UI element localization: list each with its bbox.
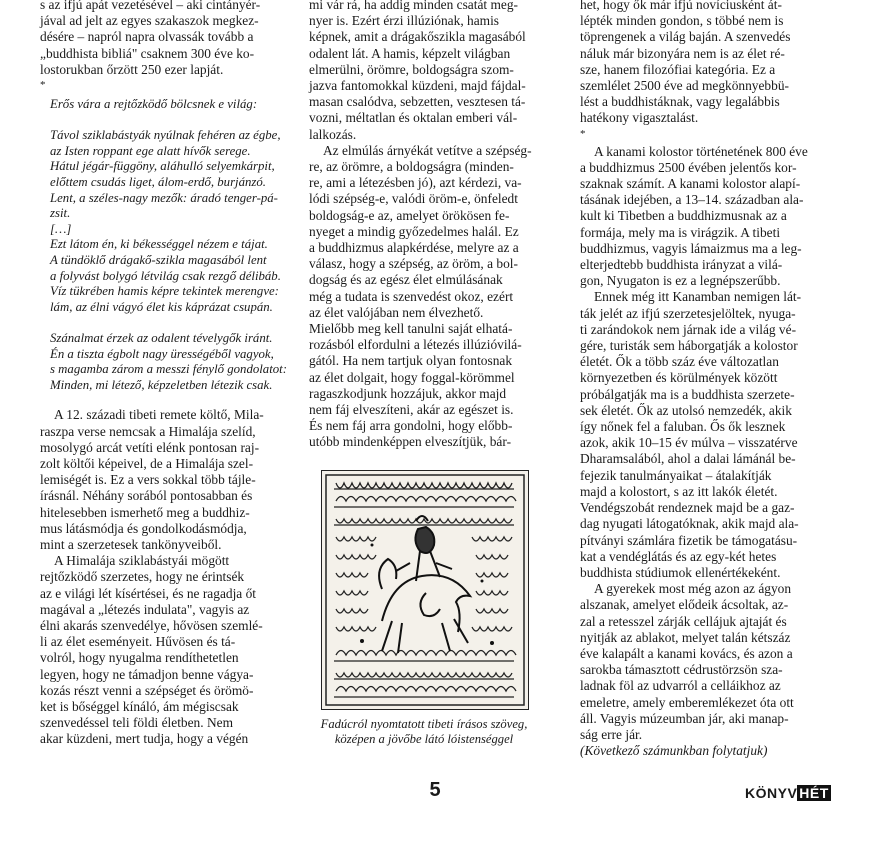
text-line: ság erre jár. [580,726,643,742]
text-line: ták jelét az ifjú szerzetesjelöltek, nyuga- [580,305,796,321]
poem-line: Ezt látom én, ki békességgel nézem e tájat. [50,237,268,252]
caption-line: Fadúcról nyomtatott tibeti írásos szöveg, [320,717,528,731]
text-line: mosolygó arcát vetíti elénk pontosan raj- [40,439,260,455]
text-line: sze, hanem filozófiai kategória. Ez a [580,61,776,77]
text-line: buddhista stúdiumok ellenértékeként. [580,564,781,580]
intro-paragraph [40,0,290,78]
text-line: mint a szerzetesek tankönyveiből. [40,536,222,552]
text-line: a buddhizmus alapkérdése, melyre az a [309,240,519,256]
text-line: képnek, amit a drágakőszikla magasából [309,29,526,45]
woodblock-illustration [322,471,528,709]
text-line: hitelesebben ismerhető meg a buddhiz- [40,504,250,520]
text-line: sek életét. Ők az utolsó nemzedék, akik [580,402,792,418]
text-line: buddhizmus, vagyis lámaizmus ma a leg- [580,240,802,256]
logo-word-konyv: KÖNYV [745,785,798,801]
logo-word-het: HÉT [799,785,829,801]
text-line: lemiségét is. Ez a vers sokkal több tájle- [40,472,256,488]
text-line: áll. Vagyis múzeumban jár, aki manap- [580,710,789,726]
text-line: akar küzdeni, mert tudja, hogy a végén [40,731,249,747]
body-paragraph [580,289,830,581]
text-line: dag nyugati látogatóknak, akik majd ala- [580,516,799,532]
text-line: s az ifjú apát vezetésével – aki cintányér- [40,0,261,12]
text-line: A kanami kolostor történetének 800 éve [594,143,808,159]
text-line: vozni, méltatlan és oktalan emberi vál- [309,110,518,126]
text-line: lódi szépség-e, valódi öröm-e, önfeledt [309,191,518,207]
text-line: És nem fáj arra gondolni, hogy előbb- [309,418,513,434]
text-line: emeletre, amely emberemlékezet óta ott [580,694,794,710]
text-line: így nőnek fel a faluban. Ős ők lesznek [580,419,786,435]
text-line: gére, turisták sem háborgatják a kolostor [580,338,798,354]
text-line: szemlélet 2500 éve ad megkönnyebbü- [580,78,789,94]
poem-line: s magamba zárom a messzi fénylő gondolatot: [50,362,287,377]
poem-line: Szánalmat érzek az odalent tévelygők iránt. [50,330,273,345]
text-line: „buddhista bibliá" csaknem 300 éve ko- [40,45,255,61]
text-line: nyer is. Ezért érzi illúziónak, hamis [309,13,500,29]
text-line: az e világi lét kísértései, és ne ragadja őt [40,585,257,601]
section-divider-star: * [40,79,46,92]
text-line: még a tudata is szenvedést okoz, ezért [309,288,514,304]
text-line: gától. Ha nem tartjuk olyan fontosnak [309,353,513,369]
text-line: alszanak, amelyet elődeik ácsoltak, az- [580,597,789,613]
poem-line: Minden, mi létező, képzeletben létezik csak. [50,377,273,392]
text-line: lést a buddhistáknak, vagy legalábbis [580,94,780,110]
body-paragraph [580,0,830,127]
text-line: írásnál. Néhány sorából pontosabban és [40,488,253,504]
horse-deity-figure [379,516,470,653]
body-paragraph [40,407,290,553]
text-line: dogság és az egész élet elmúlásának [309,272,503,288]
text-line: li az élet eseményeit. Hűvösen és tá- [40,634,236,650]
text-line: környezetben és körülmények között [580,370,778,386]
poem-line: lám, az élni vágyó élet kis káprázat csupán. [50,299,273,314]
milarepa-poem [50,97,295,393]
text-line: A 12. századi tibeti remete költő, Mila- [54,407,264,423]
text-line: lostorukban őrzött 250 ezer lapját. [40,61,224,77]
text-line: szaknak számít. A kanami kolostor alapí- [580,176,801,192]
text-line: het, hogy ők már ifjú novíciusként át- [580,0,782,12]
text-line: azok, akik 10–15 év múlva – visszatérve [580,435,798,451]
poem-line: A tündöklő drágakő-szikla magasából lent [50,252,267,267]
text-line: nem fáj elveszíteni, akár az egészet is. [309,402,514,418]
text-line: életét. Ők a több száz éve változatlan [580,354,779,370]
poem-line: a folyvást bolygó létvilág csak rezgő délibáb. [50,268,281,283]
text-line: utóbb mindenképpen elveszítjük, bár- [309,434,512,450]
text-line: sarokba támasztott cédrustörzsön sza- [580,662,783,678]
text-line: zal a retesszel zárják cellájuk ajtaját és [580,613,787,629]
tibetan-script-pattern [334,483,516,697]
text-line: az élet dolgait, hogy foggal-körömmel [309,369,515,385]
body-paragraph [580,144,830,290]
text-line: elmerülni, örömre, boldogságra szom- [309,61,514,77]
poem-line: zsit. [50,206,71,221]
text-line: masan csalódva, sebzetten, vesztesen tá- [309,94,526,110]
text-line: jazva fantomokkal küzdeni, majd fájdal- [309,78,526,94]
continuation-note: (Következő számunkban folytatjuk) [580,743,768,759]
text-line: jával ad jelt az egyes szakaszok megkez- [40,13,259,29]
text-line: mi vár rá, ha addig minden csatát meg- [309,0,518,12]
text-line: fejezik tanulmányaikat – átalakítják [580,467,772,483]
text-line: Ennek még itt Kanamban nemigen lát- [594,289,802,305]
section-divider-star: * [580,127,586,140]
text-line: ragaszkodjunk hozzájuk, akkor majd [309,385,507,401]
poem-line: Lent, a széles-nagy mezők: áradó tenger-pá- [50,190,278,205]
poem-line: Én a tiszta égbolt nagy ürességéből vagyok, [50,346,274,361]
text-line: lalkozás. [309,126,357,142]
poem-line: az Isten roppant ege alatt hívők serege. [50,143,251,158]
tibetan-woodblock-print-image [321,470,529,710]
text-line: lépték minden gondon, s többé nem is [580,13,784,29]
text-line: formája, mely ma is virágzik. A tibeti [580,224,781,240]
text-line: legyen, hogy ne támadjon benne vágya- [40,666,254,682]
text-line: ket is bőséggel kínáló, ám mégiscsak [40,698,239,714]
column-right [580,0,830,759]
body-paragraph [309,143,559,451]
text-line: désére – napról napra olvassák tovább a [40,29,254,45]
poem-line: […] [50,221,72,236]
body-paragraph [580,581,830,743]
column-middle [309,0,559,451]
text-line: rejtőzködő szerzetes, hogy ne érintsék [40,569,245,585]
text-line: raszpa verse nemcsak a Himalája szelíd, [40,423,256,439]
text-line: Vendégszobát rendeznek majd be a gaz- [580,500,795,516]
poem-line: Hátul jégár-függöny, aláhulló selyemkárpit, [50,159,275,174]
text-line: az élet valójában nem élvezhető. [309,304,484,320]
text-line: re, az örömre, a boldogságra (minden- [309,159,514,175]
text-line: A Himalája sziklabástyái mögött [54,553,230,569]
text-line: gon, Nyugaton is ez a legnépszerűbb. [580,273,781,289]
text-line: töprengenek a világ baján. A szenvedés [580,29,791,45]
text-line: próbálgatják ma is a buddhista szerzete- [580,386,795,402]
body-paragraph [309,0,559,143]
caption-line: középen a jövőbe látó lóistenséggel [334,732,514,746]
text-line: élni akarás szenvedélye, hővösen szemlé- [40,617,263,633]
text-line: náluk már bizonyára nem is az élet ré- [580,45,785,61]
text-line: hatékony vigasztalást. [580,110,699,126]
text-line: Az elmúlás árnyékát vetítve a szépség- [323,142,532,158]
text-line: volról, hogy nyugalma rendíthetetlen [40,650,239,666]
text-line: pítványi számlára fizetik be támogatásu- [580,532,798,548]
poem-line: Távol sziklabástyák nyúlnak fehéren az égbe, [50,128,281,143]
text-line: mus látásmódja és gondolkodásmódja, [40,520,247,536]
poem-line: Víz tükrében hamis képre tekintek merengve: [50,284,279,299]
text-line: ladnak föl az udvarról a celláikhoz az [580,678,781,694]
poem-line [50,113,295,129]
text-line: zolt költői képeivel, de a Himalája szel- [40,455,254,471]
text-line: Dharamsalából, ahol a dalai lámánál be- [580,451,796,467]
text-line: elterjedtebb buddhista irányzat a vilá- [580,257,783,273]
text-line: odalent lát. A hamis, képzelt világban [309,45,511,61]
poem-line [50,315,295,331]
text-line: Mielőbb meg kell tanulni saját elhatá- [309,321,513,337]
text-line: nyitják az ablakot, melyet talán kétszáz [580,629,791,645]
text-line: nyeget a mindig győzedelmes halál. Ez [309,223,519,239]
text-line: a buddhizmus 2500 évében jelentős kor- [580,159,797,175]
text-line: majd a kolostort, s az itt lakók életét. [580,483,778,499]
poem-line: előttem csudás liget, álom-erdő, burjánzó. [50,174,266,189]
text-line: ti zarándokok nem járnak ide a világ vé- [580,321,797,337]
text-line: szenvedéssel teli földi életben. Nem [40,715,233,731]
column-left [40,0,290,748]
page-number: 5 [429,779,441,801]
text-line: válasz, hogy a szépség, az öröm, a bol- [309,256,518,272]
poem-line: Erős vára a rejtőzködő bölcsnek e világ: [50,97,258,112]
text-line: magával a „létezés indulata", vagyis az [40,601,250,617]
text-line: re, ami a létezésben jó), azt kérdezi, va- [309,175,522,191]
body-paragraph [40,553,290,747]
text-line: boldogság-e az, amelyet örökösen fe- [309,207,510,223]
text-line: kat a vendéglátás és az egy-két hetes [580,548,777,564]
figure-caption [313,717,535,747]
text-line: kult ki Tibetben a buddhizmusnak az a [580,208,787,224]
magazine-logo [745,785,831,801]
text-line: rozásból elfordulni a létezés illúzióvilá- [309,337,522,353]
text-line: kozás részt venni a szépséget és örömö- [40,682,254,698]
text-line: tásának idejében, a 13–14. században ala- [580,192,804,208]
text-line: A gyerekek most még azon az ágyon [594,581,792,597]
text-line: éve kalapált a kanami kovács, és azon a [580,645,793,661]
